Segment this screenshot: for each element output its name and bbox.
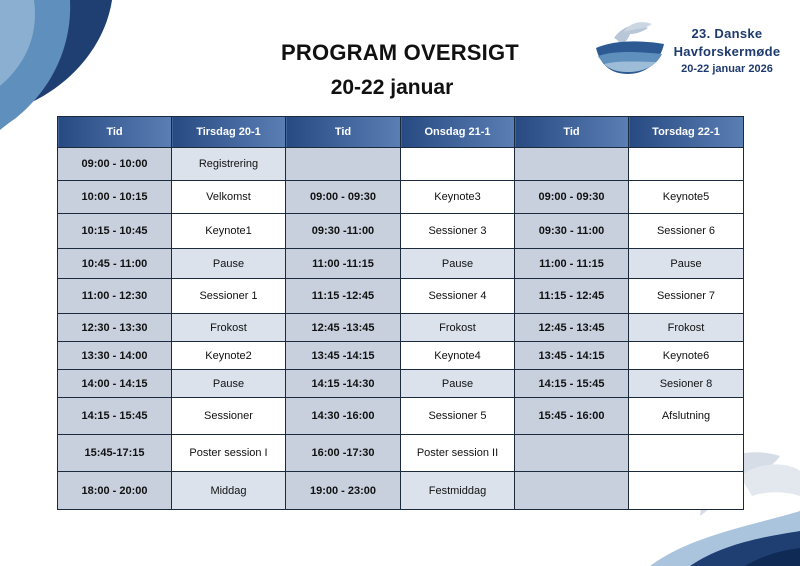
time-cell: 19:00 - 23:00 [286,472,401,510]
table-row [58,342,744,370]
event-cell: Festmiddag [401,472,515,510]
time-cell: 18:00 - 20:00 [58,472,172,510]
table-row [58,435,744,472]
logo-line-1: 23. Danske [691,26,763,41]
table-row [58,181,744,214]
time-cell: 10:15 - 10:45 [58,214,172,249]
time-cell: 10:45 - 11:00 [58,249,172,279]
table-row [58,148,744,181]
event-cell: Keynote1 [172,214,286,249]
event-cell: Sessioner 3 [401,214,515,249]
table-row [58,214,744,249]
logo-line-2: Havforskermøde [673,44,781,59]
event-cell: Keynote5 [629,181,744,214]
table-row [58,472,744,510]
time-cell: 14:15 -14:30 [286,370,401,398]
time-cell: 13:45 - 14:15 [515,342,629,370]
time-cell: 16:00 -17:30 [286,435,401,472]
header-tuesday: Tirsdag 20-1 [172,117,286,148]
time-cell: 11:15 -12:45 [286,279,401,314]
event-cell: Middag [172,472,286,510]
header-time-tue: Tid [58,117,172,148]
table-row [58,249,744,279]
time-cell: 12:45 -13:45 [286,314,401,342]
event-cell: Sessioner 7 [629,279,744,314]
event-cell: Keynote3 [401,181,515,214]
conference-logo [594,14,794,84]
header-thursday: Torsdag 22-1 [629,117,744,148]
event-cell: Sessioner [172,398,286,435]
time-cell: 09:30 -11:00 [286,214,401,249]
event-cell: Poster session I [172,435,286,472]
header-wednesday: Onsdag 21-1 [401,117,515,148]
table-row [58,279,744,314]
time-cell: 14:00 - 14:15 [58,370,172,398]
event-cell: Sessioner 4 [401,279,515,314]
dolphin-wave-logo-icon [594,14,666,84]
event-cell: Keynote4 [401,342,515,370]
time-cell: 10:00 - 10:15 [58,181,172,214]
event-cell: Frokost [629,314,744,342]
time-cell: 11:00 -11:15 [286,249,401,279]
event-cell [401,148,515,181]
wave-decoration-top-left [0,0,140,135]
event-cell [629,472,744,510]
table-header-row [58,117,744,148]
time-cell: 15:45 - 16:00 [515,398,629,435]
event-cell: Poster session II [401,435,515,472]
time-cell: 11:00 - 11:15 [515,249,629,279]
event-cell: Pause [401,370,515,398]
time-cell [286,148,401,181]
time-cell: 09:00 - 10:00 [58,148,172,181]
event-cell: Sessioner 6 [629,214,744,249]
event-cell [629,148,744,181]
table-row [58,398,744,435]
time-cell: 14:15 - 15:45 [58,398,172,435]
time-cell: 09:00 - 09:30 [515,181,629,214]
table-row [58,314,744,342]
event-cell: Keynote2 [172,342,286,370]
event-cell: Pause [172,249,286,279]
time-cell: 11:15 - 12:45 [515,279,629,314]
time-cell: 14:30 -16:00 [286,398,401,435]
event-cell: Frokost [172,314,286,342]
event-cell: Velkomst [172,181,286,214]
time-cell: 11:00 - 12:30 [58,279,172,314]
event-cell: Sessioner 1 [172,279,286,314]
time-cell: 12:45 - 13:45 [515,314,629,342]
time-cell [515,435,629,472]
event-cell: Sessioner 5 [401,398,515,435]
time-cell: 12:30 - 13:30 [58,314,172,342]
page-subtitle: 20-22 januar [330,76,454,99]
header-time-wed: Tid [286,117,401,148]
event-cell: Afslutning [629,398,744,435]
time-cell: 09:30 - 11:00 [515,214,629,249]
event-cell: Frokost [401,314,515,342]
schedule-table [57,116,744,510]
event-cell: Pause [629,249,744,279]
event-cell: Pause [401,249,515,279]
page-title: PROGRAM OVERSIGT [281,40,519,65]
event-cell: Pause [172,370,286,398]
time-cell: 13:30 - 14:00 [58,342,172,370]
time-cell [515,148,629,181]
table-row [58,370,744,398]
time-cell: 14:15 - 15:45 [515,370,629,398]
event-cell: Registrering [172,148,286,181]
event-cell: Keynote6 [629,342,744,370]
time-cell: 09:00 - 09:30 [286,181,401,214]
event-cell: Sesioner 8 [629,370,744,398]
time-cell: 13:45 -14:15 [286,342,401,370]
time-cell: 15:45-17:15 [58,435,172,472]
event-cell [629,435,744,472]
time-cell [515,472,629,510]
header-time-thu: Tid [515,117,629,148]
schedule-body [58,148,744,510]
logo-line-3: 20-22 januar 2026 [681,63,773,75]
